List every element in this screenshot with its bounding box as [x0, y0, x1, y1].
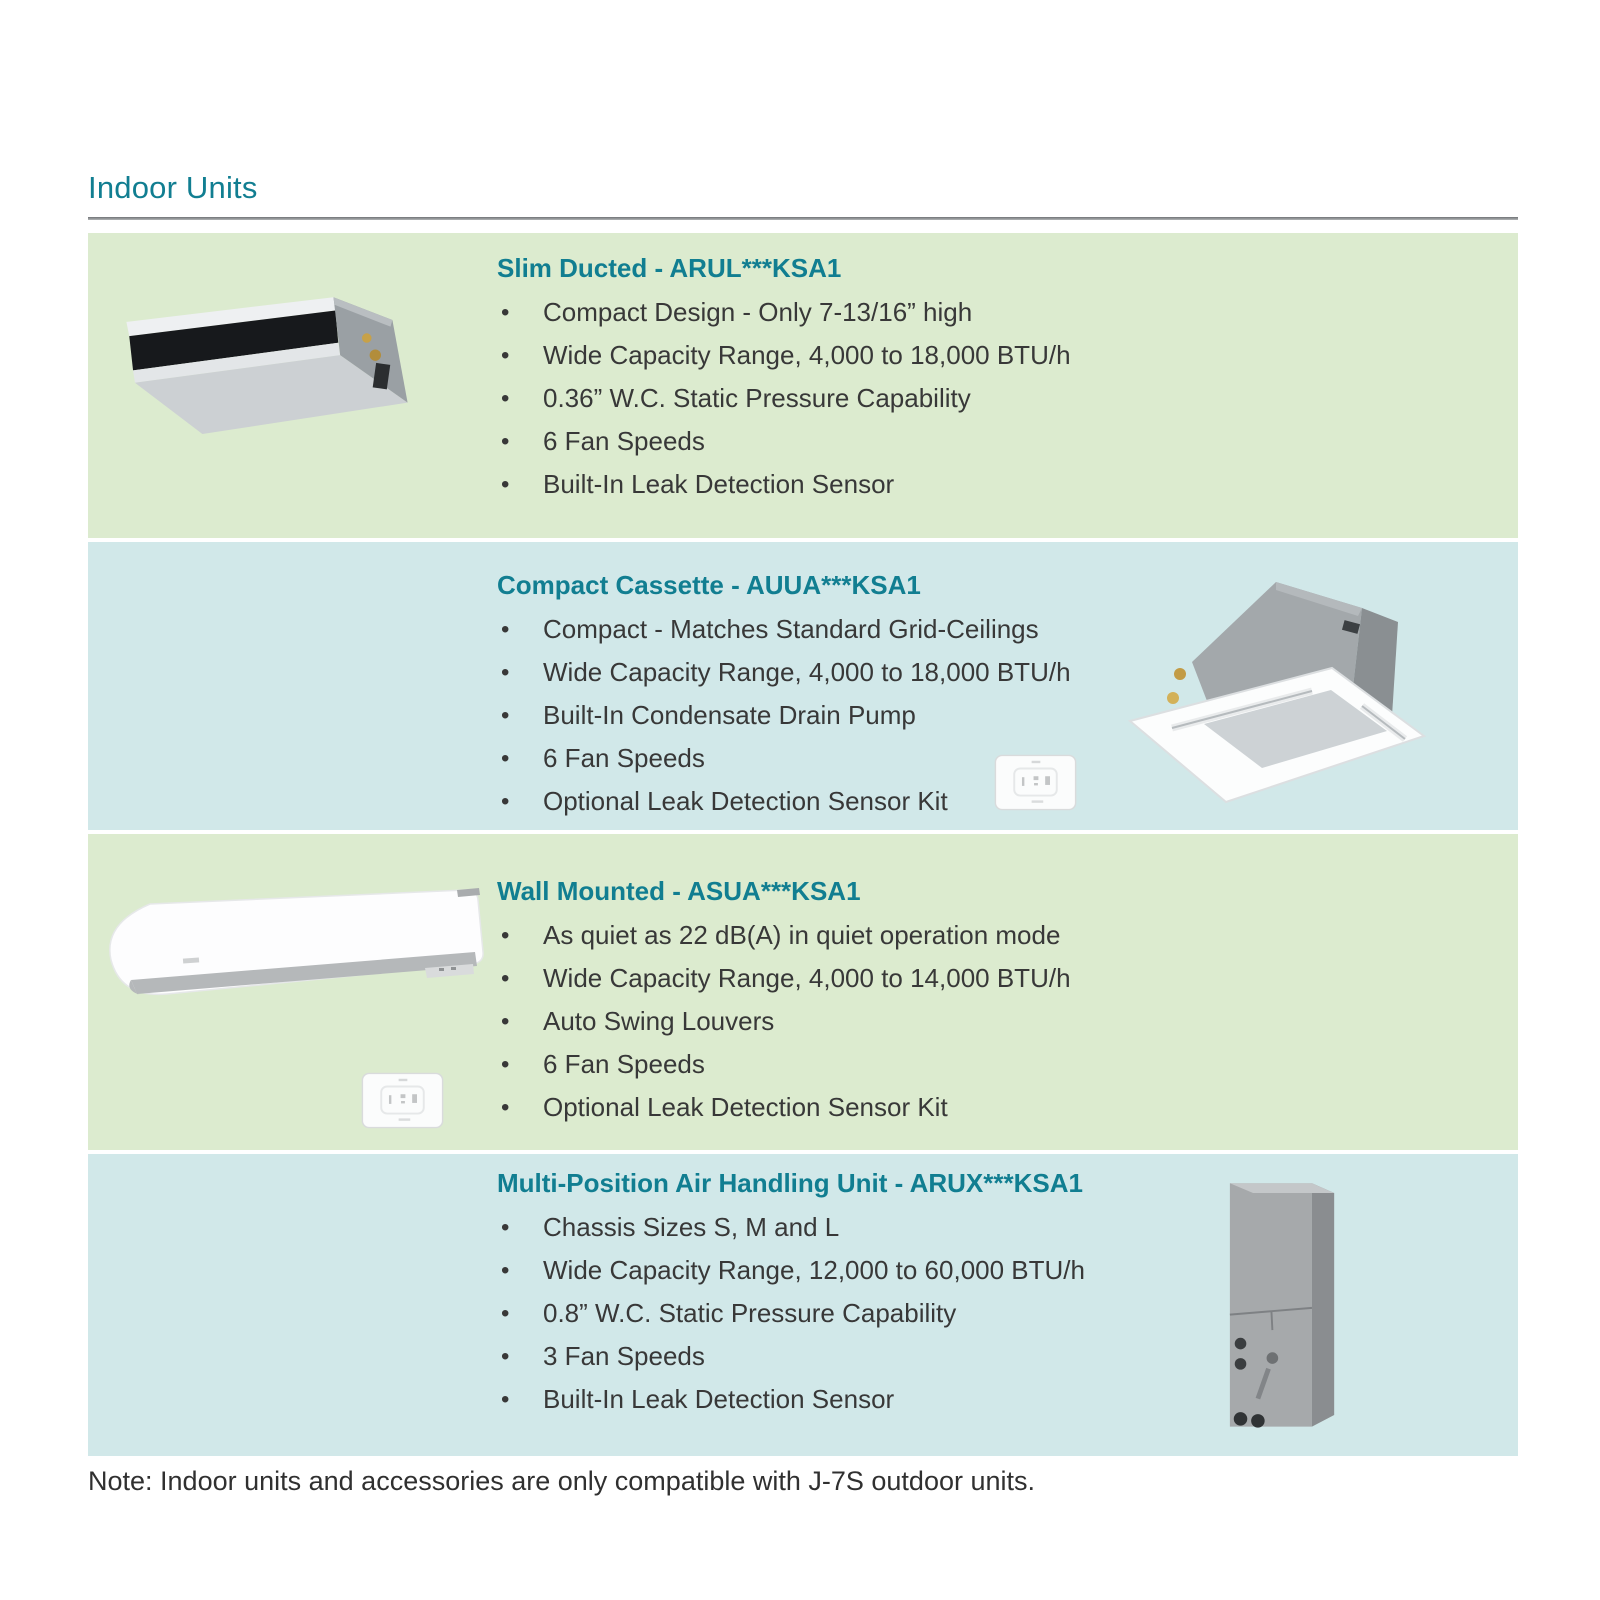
slim-ducted-unit-image	[102, 263, 432, 453]
feature-item: • Optional Leak Detection Sensor Kit	[497, 1092, 1237, 1122]
feature-item: • 6 Fan Speeds	[497, 743, 1237, 773]
feature-item: • 0.36” W.C. Static Pressure Capability	[497, 383, 1237, 413]
feature-item: • Built-In Leak Detection Sensor	[497, 469, 1237, 499]
content-column	[88, 0, 1518, 1497]
section-heading: Slim Ducted - ARUL***KSA1	[497, 253, 842, 283]
feature-item: • Compact Design - Only 7-13/16” high	[497, 297, 1237, 327]
compatibility-note: Note: Indoor units and accessories are only compatible with J-7S outdoor units.	[88, 1466, 1036, 1496]
feature-item: • Wide Capacity Range, 12,000 to 60,000 BTU/h	[497, 1255, 1237, 1285]
feature-item: • Auto Swing Louvers	[497, 1006, 1237, 1036]
feature-item: • 6 Fan Speeds	[497, 1049, 1237, 1079]
feature-list	[497, 1212, 1237, 1414]
section-heading: Wall Mounted - ASUA***KSA1	[497, 876, 861, 906]
air-handler-unit-image	[1210, 1164, 1356, 1444]
feature-item: • 6 Fan Speeds	[497, 426, 1237, 456]
section-text	[497, 233, 1237, 512]
section-heading: Compact Cassette - AUUA***KSA1	[497, 570, 921, 600]
section-multi-position-ahu	[88, 1154, 1518, 1456]
feature-item: • Wide Capacity Range, 4,000 to 18,000 BTU/h	[497, 657, 1237, 687]
feature-item: • 0.8” W.C. Static Pressure Capability	[497, 1298, 1237, 1328]
feature-item: • Built-In Condensate Drain Pump	[497, 700, 1237, 730]
section-compact-cassette	[88, 542, 1518, 830]
wall-mounted-unit-image	[94, 882, 496, 1042]
section-text	[497, 834, 1237, 1135]
feature-item: • 3 Fan Speeds	[497, 1341, 1237, 1371]
section-list	[88, 233, 1518, 1456]
feature-list	[497, 297, 1237, 499]
feature-item: • Built-In Leak Detection Sensor	[497, 1384, 1237, 1414]
feature-item: • Wide Capacity Range, 4,000 to 14,000 BTU/h	[497, 963, 1237, 993]
feature-item: • Compact - Matches Standard Grid-Ceilings	[497, 614, 1237, 644]
section-wall-mounted	[88, 834, 1518, 1150]
remote-controller-image	[360, 1072, 445, 1130]
feature-list	[497, 920, 1237, 1122]
feature-item: • Wide Capacity Range, 4,000 to 18,000 BTU/h	[497, 340, 1237, 370]
feature-item: • As quiet as 22 dB(A) in quiet operation mode	[497, 920, 1237, 950]
compact-cassette-unit-image	[1100, 556, 1430, 816]
title-rule	[88, 217, 1518, 220]
feature-item: • Optional Leak Detection Sensor Kit	[497, 786, 1237, 816]
section-slim-ducted	[88, 233, 1518, 538]
section-text	[497, 1154, 1237, 1427]
feature-item: • Chassis Sizes S, M and L	[497, 1212, 1237, 1242]
page-title: Indoor Units	[88, 170, 258, 205]
section-heading: Multi-Position Air Handling Unit - ARUX***KSA1	[497, 1168, 1083, 1198]
remote-controller-image	[993, 754, 1078, 812]
